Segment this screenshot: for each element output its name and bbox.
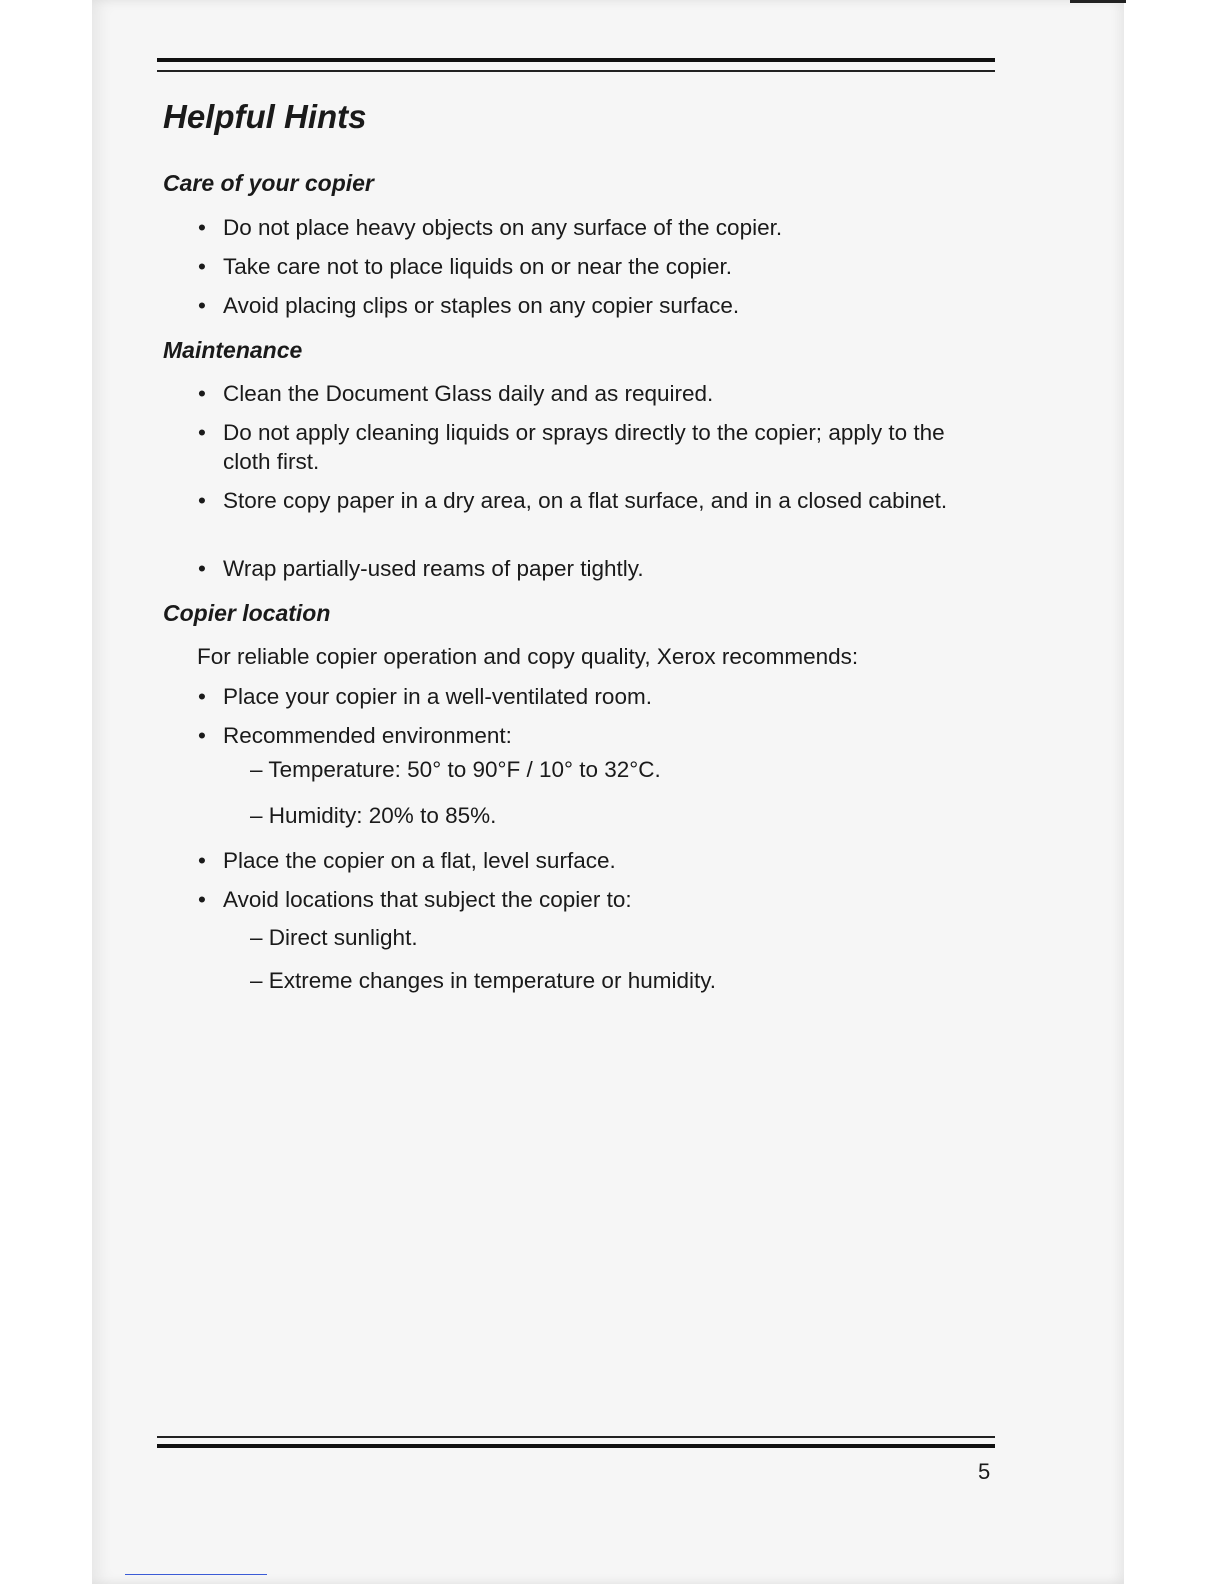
list-item-text: Place your copier in a well-ventilated room. <box>223 684 652 709</box>
bullet-icon: • <box>198 887 206 912</box>
section-heading-care: Care of your copier <box>163 170 374 196</box>
list-item-text: Do not apply cleaning liquids or sprays directly to the copier; apply to the cloth first. <box>223 420 945 474</box>
list-item <box>195 213 995 242</box>
bullet-icon: • <box>198 381 206 406</box>
list-item-text: Store copy paper in a dry area, on a flat surface, and in a closed cabinet. <box>223 488 948 513</box>
bullet-icon: • <box>198 556 206 581</box>
bullet-icon: • <box>198 684 206 709</box>
section-heading-maintenance: Maintenance <box>163 337 303 363</box>
scan-artifact-line <box>125 1574 267 1575</box>
list-item-text: Place the copier on a flat, level surface. <box>223 848 616 873</box>
list-item <box>195 486 995 515</box>
page-number: 5 <box>978 1459 991 1484</box>
list-item <box>195 379 995 408</box>
list-item <box>195 291 995 320</box>
bullet-icon: • <box>198 723 206 748</box>
avoid-sunlight: – Direct sunlight. <box>250 925 418 950</box>
bullet-icon: • <box>198 215 206 240</box>
footer-rule-top <box>157 1436 995 1438</box>
list-item-text: Avoid placing clips or staples on any copier surface. <box>223 293 740 318</box>
list-item <box>195 721 995 750</box>
list-item <box>195 846 995 875</box>
location-intro: For reliable copier operation and copy quality, Xerox recommends: <box>197 644 859 669</box>
list-item-text: Take care not to place liquids on or near the copier. <box>223 254 733 279</box>
bullet-icon: • <box>198 254 206 279</box>
page-title: Helpful Hints <box>163 98 367 135</box>
bullet-icon: • <box>198 293 206 318</box>
bullet-icon: • <box>198 420 206 445</box>
list-item <box>195 682 995 711</box>
bullet-icon: • <box>198 488 206 513</box>
list-item-text: Recommended environment: <box>223 723 512 748</box>
list-item-text: Avoid locations that subject the copier to: <box>223 887 632 912</box>
list-item-text: Do not place heavy objects on any surface of the copier. <box>223 215 783 240</box>
list-item <box>195 418 995 476</box>
list-item <box>195 885 995 914</box>
list-item-text: Wrap partially-used reams of paper tightly. <box>223 556 644 581</box>
list-item <box>195 554 995 583</box>
list-item-text: Clean the Document Glass daily and as required. <box>223 381 714 406</box>
list-item <box>195 252 995 281</box>
section-heading-location: Copier location <box>163 600 331 626</box>
environment-temperature: – Temperature: 50° to 90°F / 10° to 32°C. <box>250 757 661 782</box>
bullet-icon: • <box>198 848 206 873</box>
footer-rule-bottom <box>157 1444 995 1448</box>
avoid-extreme-changes: – Extreme changes in temperature or humidity. <box>250 968 717 993</box>
environment-humidity: – Humidity: 20% to 85%. <box>250 803 497 828</box>
